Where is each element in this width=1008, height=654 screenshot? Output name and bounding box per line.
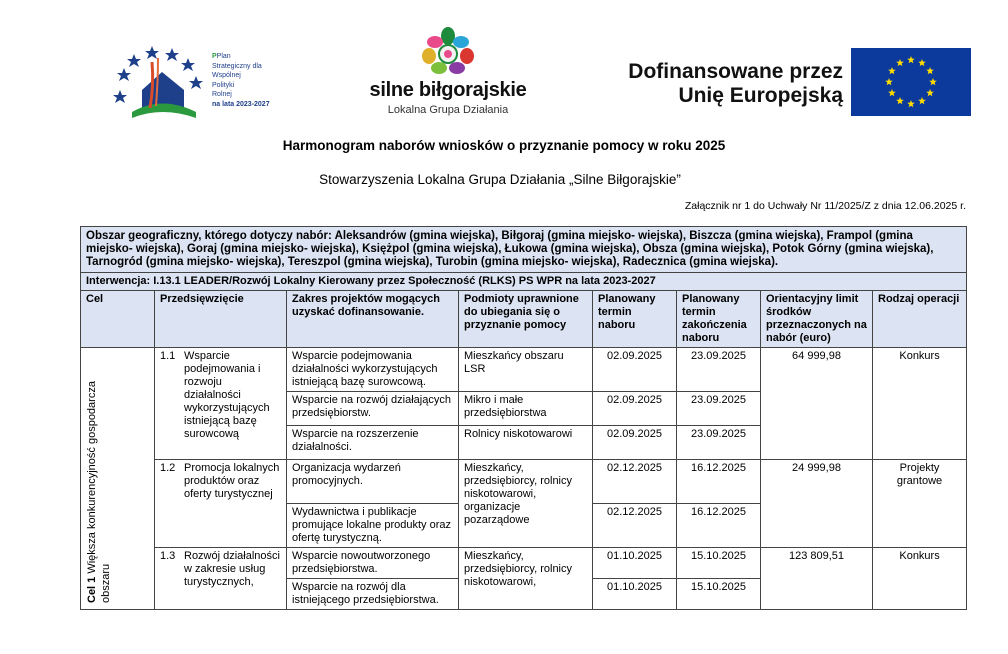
- przedsiewziecie-1-2: [155, 460, 287, 548]
- start-date: 02.12.2025: [593, 460, 677, 504]
- end-date: 16.12.2025: [677, 504, 761, 548]
- silne-bilgorajskie-logo: [362, 26, 534, 122]
- plan-line-2: Strategiczny dla: [212, 62, 262, 70]
- silne-subtitle: Lokalna Grupa Działania: [387, 104, 509, 116]
- header-przedsiewziecie: Przedsięwzięcie: [155, 291, 287, 348]
- document-title: Harmonogram naborów wniosków o przyznanie pomocy w roku 2025: [282, 138, 726, 153]
- start-date: 01.10.2025: [593, 579, 677, 610]
- end-date: 23.09.2025: [677, 348, 761, 392]
- przedsiewziecie-1-1: [155, 348, 287, 460]
- przedsiewziecie-number: 1.2: [160, 462, 176, 474]
- podmioty-cell: Mikro i małe przedsiębiorstwa: [459, 392, 593, 426]
- eu-line-2: Unię Europejską: [678, 84, 843, 107]
- przedsiewziecie-name: Wsparcie podejmowania i rozwoju działalności wykorzystujących istniejącą bazę surowcową: [184, 350, 270, 440]
- przedsiewziecie-number: 1.1: [160, 350, 176, 362]
- start-date: 02.12.2025: [593, 504, 677, 548]
- silne-name: silne biłgorajskie: [369, 79, 527, 101]
- zakres-cell: Wydawnictwa i publikacje promujące lokalne produkty oraz ofertę turystyczną.: [287, 504, 459, 548]
- zakres-cell: Wsparcie nowoutworzonego przedsiębiorstwa.: [287, 548, 459, 579]
- przedsiewziecie-1-3: [155, 548, 287, 610]
- przedsiewziecie-name: Rozwój działalności w zakresie usług turystycznych,: [184, 550, 280, 588]
- start-date: 02.09.2025: [593, 426, 677, 460]
- flower-emblem-icon: [413, 26, 483, 82]
- psp-wpr-logo: [112, 40, 292, 122]
- start-date: 01.10.2025: [593, 548, 677, 579]
- geographic-area: Obszar geograficzny, którego dotyczy nabór: Aleksandrów (gmina wiejska), Biłgoraj (gmina miejsko- wiejska), Biszcza (gmina wiejska), Frampol (gmina miejsko- wiejska), Goraj (gmina miejsko- wiejska), Księżpol (gmina wiejska), Łukowa (gmina wiejska), Obsza (gmina wiejska), Potok Górny (gmina wiejska), Tarnogród (gmina miejsko- wiejska), Tereszpol (gmina wiejska), Turobin (gmina miejsko- wiejska), Radecznica (gmina wiejska).: [81, 227, 967, 273]
- zakres-cell: Wsparcie podejmowania działalności wykorzystujących istniejącą bazę surowcową.: [287, 348, 459, 392]
- end-date: 16.12.2025: [677, 460, 761, 504]
- header-end: Planowany termin zakończenia naboru: [677, 291, 761, 348]
- plan-line-6: na lata 2023-2027: [212, 100, 270, 108]
- plan-line-1: Plan: [216, 53, 231, 60]
- start-date: 02.09.2025: [593, 392, 677, 426]
- plan-text: PPlan Strategiczny dla Wspólnej Polityki Rolnej na lata 2023-2027: [212, 53, 270, 108]
- end-date: 23.09.2025: [677, 392, 761, 426]
- header-zakres: Zakres projektów mogących uzyskać dofinansowanie.: [287, 291, 459, 348]
- start-date: 02.09.2025: [593, 348, 677, 392]
- header-rodzaj: Rodzaj operacji: [873, 291, 967, 348]
- header-cel: Cel: [81, 291, 155, 348]
- end-date: 23.09.2025: [677, 426, 761, 460]
- rodzaj-cell: Konkurs: [873, 348, 967, 460]
- cel-1-label: [85, 353, 113, 603]
- podmioty-cell: Mieszkańcy, przedsiębiorcy, rolnicy niskotowarowi,: [459, 548, 593, 610]
- podmioty-cell: Mieszkańcy, przedsiębiorcy, rolnicy niskotowarowi, organizacje pozarządowe: [459, 460, 593, 548]
- limit-cell: 24 999,98: [761, 460, 873, 548]
- plan-line-3: Wspólnej: [212, 72, 241, 79]
- header-limit: Orientacyjny limit środków przeznaczonych na nabór (euro): [761, 291, 873, 348]
- cel-1-bold: Cel 1: [86, 576, 98, 603]
- rodzaj-cell: Projekty grantowe: [873, 460, 967, 548]
- logo-bar: [0, 0, 1008, 130]
- table-row: [81, 460, 967, 504]
- podmioty-cell: Mieszkańcy obszaru LSR: [459, 348, 593, 392]
- cel-1-text: Większa konkurencyjność gospodarcza obszaru: [86, 381, 112, 603]
- intervention-row: Interwencja: I.13.1 LEADER/Rozwój Lokalny Kierowany przez Społeczność (RLKS) PS WPR na lata 2023-2027: [81, 273, 967, 291]
- eu-flag-icon: [851, 48, 971, 116]
- end-date: 15.10.2025: [677, 579, 761, 610]
- table-row: [81, 348, 967, 392]
- document-subtitle: Stowarzyszenia Lokalna Grupa Działania „Silne Biłgorajskie”: [319, 172, 681, 187]
- limit-cell: 64 999,98: [761, 348, 873, 460]
- rodzaj-cell: Konkurs: [873, 548, 967, 610]
- schedule-table: [80, 226, 967, 610]
- eu-funding-text: [603, 60, 843, 108]
- annex-note: Załącznik nr 1 do Uchwały Nr 11/2025/Z z dnia 12.06.2025 r.: [684, 200, 966, 212]
- end-date: 15.10.2025: [677, 548, 761, 579]
- zakres-cell: Wsparcie na rozwój dla istniejącego przedsiębiorstwa.: [287, 579, 459, 610]
- zakres-cell: Organizacja wydarzeń promocyjnych.: [287, 460, 459, 504]
- zakres-cell: Wsparcie na rozwój działających przedsiębiorstw.: [287, 392, 459, 426]
- eu-line-1: Dofinansowane przez: [628, 60, 843, 83]
- cel-1-cell: [81, 348, 155, 610]
- plan-line-4: Polityki: [212, 81, 235, 89]
- plan-line-5: Rolnej: [212, 91, 232, 98]
- limit-cell: 123 809,51: [761, 548, 873, 610]
- plan-emblem-icon: [112, 40, 212, 122]
- header-start: Planowany termin naboru: [593, 291, 677, 348]
- przedsiewziecie-name: Promocja lokalnych produktów oraz oferty turystycznej: [184, 462, 280, 500]
- podmioty-cell: Rolnicy niskotowarowi: [459, 426, 593, 460]
- zakres-cell: Wsparcie na rozszerzenie działalności.: [287, 426, 459, 460]
- przedsiewziecie-number: 1.3: [160, 550, 176, 562]
- table-header-row: [81, 291, 967, 348]
- header-podmioty: Podmioty uprawnione do ubiegania się o przyznanie pomocy: [459, 291, 593, 348]
- table-row: [81, 548, 967, 579]
